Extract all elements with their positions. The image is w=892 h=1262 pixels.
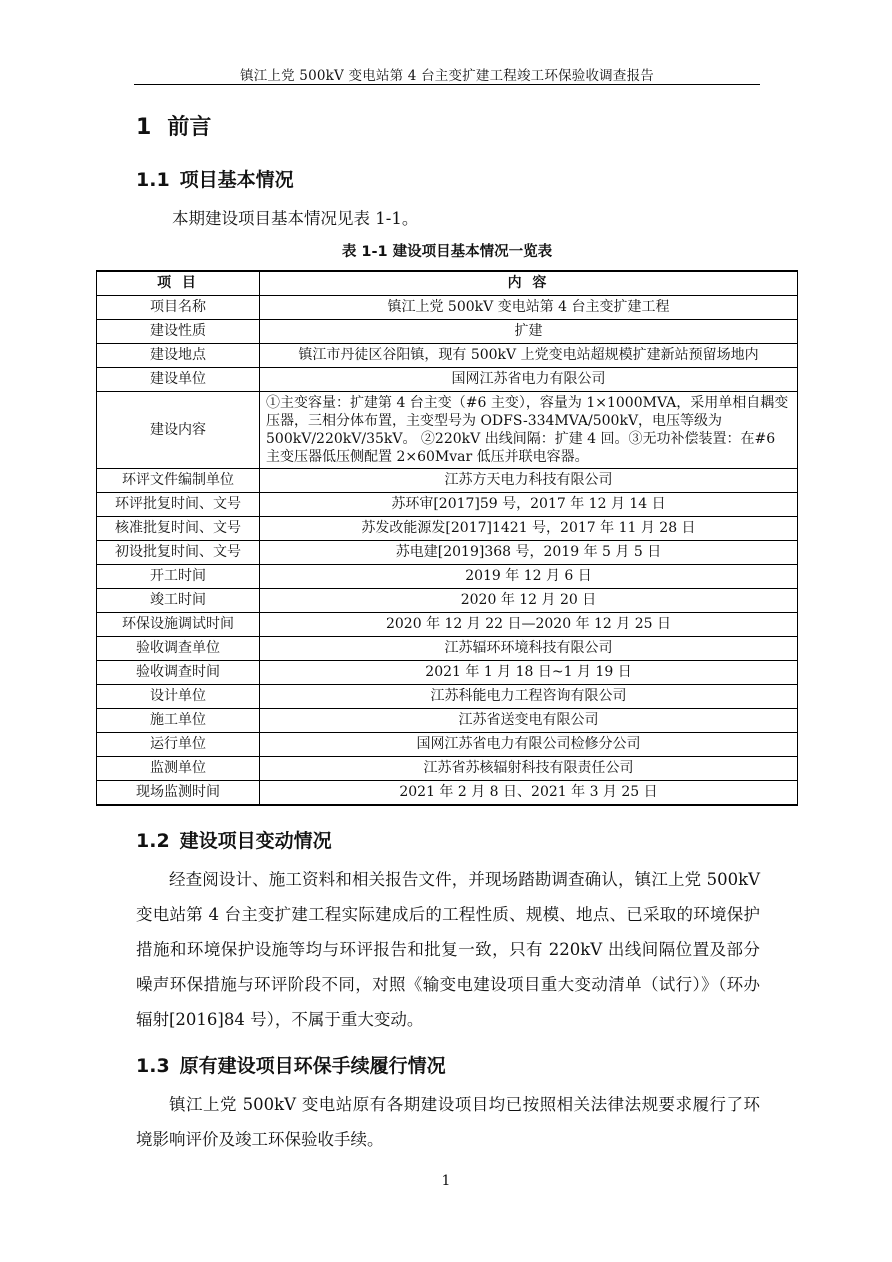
table-row (97, 296, 798, 320)
section-number: 1.2 (136, 830, 170, 852)
table-row (97, 565, 798, 589)
table-row (97, 781, 798, 806)
table-intro-paragraph: 本期建设项目基本情况见表 1-1。 (172, 209, 419, 228)
row-label: 核准批复时间、文号 (97, 517, 260, 541)
row-label: 初设批复时间、文号 (97, 541, 260, 565)
running-header: 镇江上党 500kV 变电站第 4 台主变扩建工程竣工环保验收调查报告 (240, 68, 654, 84)
row-value: 苏环审[2017]59 号，2017 年 12 月 14 日 (260, 493, 798, 517)
row-label: 设计单位 (97, 685, 260, 709)
table-row (97, 661, 798, 685)
header-rule (134, 84, 760, 85)
row-value: 镇江上党 500kV 变电站第 4 台主变扩建工程 (260, 296, 798, 320)
row-label: 建设地点 (97, 344, 260, 368)
section-number: 1.3 (136, 1055, 170, 1077)
row-label: 竣工时间 (97, 589, 260, 613)
table-row (97, 613, 798, 637)
row-value: 国网江苏省电力有限公司 (260, 368, 798, 392)
row-label: 施工单位 (97, 709, 260, 733)
table-row (97, 392, 798, 469)
section-1-heading (136, 110, 211, 141)
table-row (97, 637, 798, 661)
table-row (97, 320, 798, 344)
table-header-row (97, 271, 798, 296)
row-value: 江苏方天电力科技有限公司 (260, 469, 798, 493)
row-label: 建设单位 (97, 368, 260, 392)
table-row (97, 493, 798, 517)
row-label: 项目名称 (97, 296, 260, 320)
row-value: 江苏省送变电有限公司 (260, 709, 798, 733)
row-value: ①主变容量：扩建第 4 台主变（#6 主变），容量为 1×1000MVA，采用单相自耦变压器，三相分体布置，主变型号为 ODFS-334MVA/500kV，电压等级为 500kV/220kV/35kV。 ②220kV 出线间隔：扩建 4 回。③无功补偿装置：在#6 主变压器低压侧配置 2×60Mvar 低压并联电容器。 (260, 392, 798, 469)
table-row (97, 368, 798, 392)
row-value: 江苏省苏核辐射科技有限责任公司 (260, 757, 798, 781)
table-row (97, 344, 798, 368)
section-title: 前言 (167, 115, 212, 140)
section-title: 项目基本情况 (179, 169, 294, 191)
row-label: 环评批复时间、文号 (97, 493, 260, 517)
table-row (97, 469, 798, 493)
row-value: 2019 年 12 月 6 日 (260, 565, 798, 589)
row-label: 开工时间 (97, 565, 260, 589)
section-1-2-heading (136, 826, 332, 853)
section-number: 1 (136, 115, 152, 140)
row-value: 镇江市丹徒区谷阳镇，现有 500kV 上党变电站超规模扩建新站预留场地内 (260, 344, 798, 368)
table-row (97, 517, 798, 541)
section-1-3-heading (136, 1051, 446, 1078)
table-row (97, 589, 798, 613)
table-row (97, 541, 798, 565)
section-title: 建设项目变动情况 (179, 830, 332, 852)
table-caption: 表 1-1 建设项目基本情况一览表 (341, 244, 553, 260)
column-header-content: 内 容 (260, 271, 798, 296)
section-1-3-body: 镇江上党 500kV 变电站原有各期建设项目均已按照相关法律法规要求履行了环境影响评价及竣工环保验收手续。 (136, 1095, 760, 1149)
row-label: 环保设施调试时间 (97, 613, 260, 637)
row-value: 国网江苏省电力有限公司检修分公司 (260, 733, 798, 757)
section-number: 1.1 (136, 169, 170, 191)
row-value: 苏电建[2019]368 号，2019 年 5 月 5 日 (260, 541, 798, 565)
row-label: 运行单位 (97, 733, 260, 757)
section-1-1-heading (136, 165, 294, 192)
table-row (97, 757, 798, 781)
table-row (97, 733, 798, 757)
row-label: 环评文件编制单位 (97, 469, 260, 493)
row-value: 2021 年 1 月 18 日~1 月 19 日 (260, 661, 798, 685)
row-value: 江苏辐环环境科技有限公司 (260, 637, 798, 661)
row-label: 验收调查单位 (97, 637, 260, 661)
row-label: 验收调查时间 (97, 661, 260, 685)
row-value: 2020 年 12 月 22 日—2020 年 12 月 25 日 (260, 613, 798, 637)
row-value: 2020 年 12 月 20 日 (260, 589, 798, 613)
table-row (97, 709, 798, 733)
project-info-table (96, 270, 798, 806)
row-value: 江苏科能电力工程咨询有限公司 (260, 685, 798, 709)
row-label: 监测单位 (97, 757, 260, 781)
section-title: 原有建设项目环保手续履行情况 (179, 1055, 446, 1077)
section-1-2-body: 经查阅设计、施工资料和相关报告文件，并现场踏勘调查确认，镇江上党 500kV 变电站第 4 台主变扩建工程实际建成后的工程性质、规模、地点、已采取的环境保护措施和环境保护设施等均与环评报告和批复一致，只有 220kV 出线间隔位置及部分噪声环保措施与环评阶段不同，对照《输变电建设项目重大变动清单（试行）》（环办辐射[2016]84 号），不属于重大变动。 (136, 870, 760, 1029)
row-value: 扩建 (260, 320, 798, 344)
row-label: 建设内容 (97, 392, 260, 469)
row-value: 2021 年 2 月 8 日、2021 年 3 月 25 日 (260, 781, 798, 806)
row-label: 现场监测时间 (97, 781, 260, 806)
row-label: 建设性质 (97, 320, 260, 344)
column-header-item: 项 目 (97, 271, 260, 296)
row-value: 苏发改能源发[2017]1421 号，2017 年 11 月 28 日 (260, 517, 798, 541)
page-number: 1 (441, 1173, 451, 1189)
table-row (97, 685, 798, 709)
